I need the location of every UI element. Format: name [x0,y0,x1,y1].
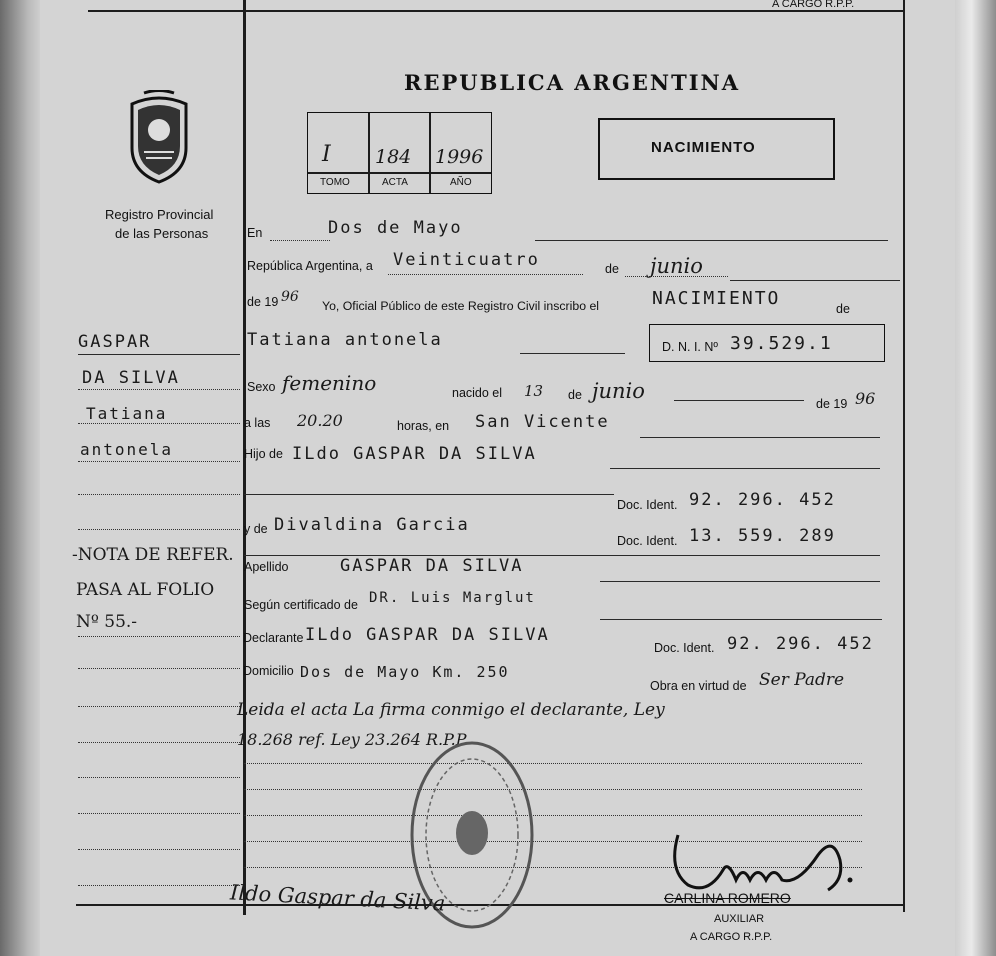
registry-name-line2: de las Personas [115,226,209,241]
acta-value: 184 [375,146,412,168]
label-de2: de [568,388,582,402]
doctor-value: DR. Luis Marglut [369,590,536,606]
father-doc-value: 92. 296. 452 [689,490,836,510]
margin-note-1: -NOTA DE REFER. [72,545,234,565]
sex-value: femenino [282,371,377,395]
label-doc-ident-declarant: Doc. Ident. [654,641,715,655]
obra-value: Ser Padre [759,670,845,690]
registry-name-line1: Registro Provincial [105,207,214,222]
label-domicilio: Domicilio [243,664,294,678]
label-de: de [605,262,619,276]
label-sexo: Sexo [247,380,276,394]
father-value: ILdo GASPAR DA SILVA [292,444,537,464]
label-de-19: de 19 [247,295,279,309]
margin-name-3: Tatiana [86,404,168,423]
fill-line [78,885,240,886]
fill-line [244,815,862,816]
birth-month-value: junio [592,379,645,403]
top-rule [88,10,904,12]
birth-year-suffix: 96 [855,389,876,408]
label-de-end: de [836,302,850,316]
margin-note-2: PASA AL FOLIO [76,580,215,600]
fill-line [78,668,240,669]
fill-line [610,468,880,469]
fill-line [78,742,240,743]
place-value: Dos de Mayo [328,218,463,238]
address-value: Dos de Mayo Km. 250 [300,663,510,681]
mother-doc-value: 13. 559. 289 [689,526,836,546]
fill-line [78,706,240,707]
birth-day-value: 13 [524,382,544,400]
label-declarante: Declarante [243,631,304,645]
official-signature-icon [668,825,858,900]
fill-line [78,389,240,390]
declarant-signature: Ildo Gaspar da Silva [229,880,446,916]
official-role-2: A CARGO R.P.P. [690,931,773,943]
fill-line [78,494,240,495]
fill-line [244,763,862,764]
tomo-value: I [322,142,331,167]
fill-line [270,240,330,241]
label-hijo-de: Hijo de [244,447,283,461]
closing-line-2: 18.268 ref. Ley 23.264 R.P.P. [237,730,469,749]
margin-surname: GASPAR [78,332,152,352]
label-doc-ident-mother: Doc. Ident. [617,534,678,548]
certificate-type: NACIMIENTO [651,139,756,156]
fill-line [78,777,240,778]
hour-value: 20.20 [297,411,343,430]
table-divider [308,172,491,174]
ano-value: 1996 [435,146,484,168]
table-divider [368,113,370,193]
label-a-las: a las [244,416,271,430]
margin-name-2: DA SILVA [82,368,180,388]
official-role: AUXILIAR [714,913,765,925]
fill-line [78,461,240,462]
surname-value: GASPAR DA SILVA [340,556,524,576]
label-y-de: y de [244,522,268,536]
day-value: Veinticuatro [393,250,540,270]
label-apellido: Apellido [244,560,289,574]
label-horas-en: horas, en [397,419,450,433]
acta-label: ACTA [382,177,408,188]
label-de-19-birth: de 19 [816,397,848,411]
label-doc-ident-father: Doc. Ident. [617,498,678,512]
fill-line [78,354,240,355]
label-republica: República Argentina, a [247,259,373,273]
ano-label: AÑO [450,177,472,188]
official-name: CARLINA ROMERO [664,890,791,906]
label-dni: D. N. I. Nº [662,340,718,354]
birth-place-value: San Vicente [475,412,610,432]
provincial-seal-icon [124,90,194,185]
year-suffix: 96 [281,289,299,305]
dni-value: 39.529.1 [730,333,833,354]
fill-line [244,789,862,790]
margin-note-3: Nº 55.- [76,612,138,632]
label-nacido: nacido el [452,386,503,400]
month-value: junio [650,254,703,278]
fill-line [640,437,880,438]
label-oficial: Yo, Oficial Público de este Registro Civil inscribo el [322,299,600,313]
fill-line [535,240,888,241]
fill-line [674,400,804,401]
table-divider [429,113,431,193]
right-border [903,0,905,912]
page-edge [955,0,996,956]
label-segun: Según certificado de [244,598,358,612]
fill-line [600,619,882,620]
fill-line [78,636,240,637]
fill-line [730,280,900,281]
fill-line [520,353,625,354]
declarant-doc-value: 92. 296. 452 [727,634,874,654]
fill-line [78,813,240,814]
fill-line [78,529,240,530]
fill-line [600,581,880,582]
margin-name-4: antonela [80,440,174,459]
tomo-label: TOMO [320,177,350,188]
book-binding [0,0,40,956]
declarant-value: ILdo GASPAR DA SILVA [305,625,550,645]
label-en: En [247,226,263,240]
child-name-value: Tatiana antonela [247,330,443,350]
act-type-value: NACIMIENTO [652,288,781,309]
fill-line [388,274,583,275]
fill-line [78,849,240,850]
fill-line [78,423,240,424]
label-obra: Obra en virtud de [650,679,747,693]
corner-stamp: A CARGO R.P.P. [772,0,855,10]
country-title: REPUBLICA ARGENTINA [404,70,741,95]
closing-line-1: Leida el acta La firma conmigo el declarante, Ley [237,700,665,720]
mother-value: Divaldina Garcia [274,515,470,535]
fill-line [244,494,614,495]
